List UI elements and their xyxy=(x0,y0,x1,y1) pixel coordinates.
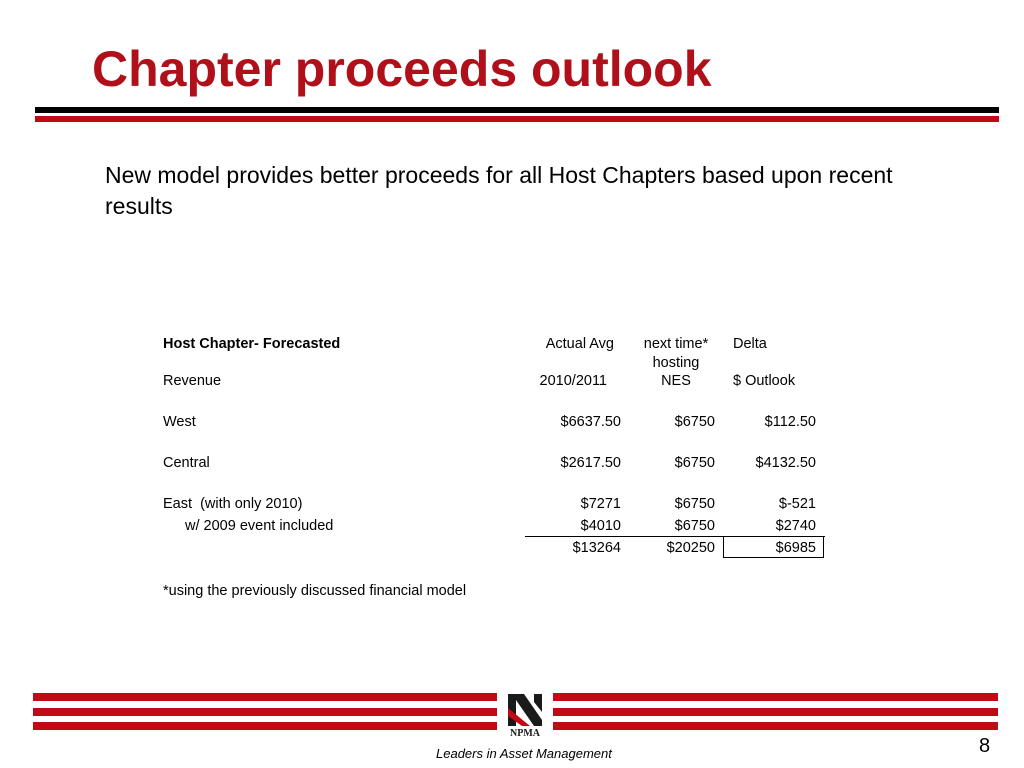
header-actual-line2: 2010/2011 xyxy=(539,373,607,389)
page-number: 8 xyxy=(979,735,991,757)
footer-band-left-bottom xyxy=(33,722,497,730)
header-label-line2: Revenue xyxy=(163,373,222,389)
header-delta-line2: $ Outlook xyxy=(733,373,796,389)
header-delta-line1: Delta xyxy=(733,336,767,352)
slide-title: Chapter proceeds outlook xyxy=(92,41,712,97)
footer-band-right-bottom xyxy=(553,722,998,730)
row-next: $6750 xyxy=(674,414,715,430)
footer-band-left-mid xyxy=(33,708,497,716)
total-next: $20250 xyxy=(666,540,715,556)
row-actual: $4010 xyxy=(580,518,621,534)
footer-band-right-mid xyxy=(553,708,998,716)
footer-band-left-top xyxy=(33,693,497,701)
table-footnote: *using the previously discussed financial model xyxy=(163,583,467,599)
row-next: $6750 xyxy=(674,496,715,512)
slide-subtitle: New model provides better proceeds for all Host Chapters based upon recent results xyxy=(105,162,893,219)
row-label: East (with only 2010) xyxy=(163,496,303,512)
row-label: w/ 2009 event included xyxy=(185,518,334,534)
header-label-line1: Host Chapter- Forecasted xyxy=(163,336,341,352)
header-next-line1: next time* xyxy=(643,336,709,352)
row-delta: $-521 xyxy=(778,496,816,512)
row-actual: $6637.50 xyxy=(560,414,621,430)
footer-tagline: Leaders in Asset Management xyxy=(436,746,612,761)
header-next-line3: NES xyxy=(661,373,691,389)
logo-wordmark: NPMA xyxy=(510,728,540,739)
footer-band-right-top xyxy=(553,693,998,701)
row-next: $6750 xyxy=(674,455,715,471)
total-delta: $6985 xyxy=(775,540,816,556)
title-rule-red xyxy=(35,116,999,122)
row-next: $6750 xyxy=(674,518,715,534)
header-actual-line1: Actual Avg xyxy=(545,336,614,352)
row-label: West xyxy=(163,414,196,430)
row-label: Central xyxy=(163,455,210,471)
title-rule-black xyxy=(35,107,999,113)
row-actual: $7271 xyxy=(580,496,621,512)
total-actual: $13264 xyxy=(572,540,621,556)
row-actual: $2617.50 xyxy=(560,455,621,471)
header-next-line2: hosting xyxy=(652,355,700,371)
row-delta: $4132.50 xyxy=(755,455,816,471)
row-delta: $2740 xyxy=(775,518,816,534)
row-delta: $112.50 xyxy=(764,414,816,430)
